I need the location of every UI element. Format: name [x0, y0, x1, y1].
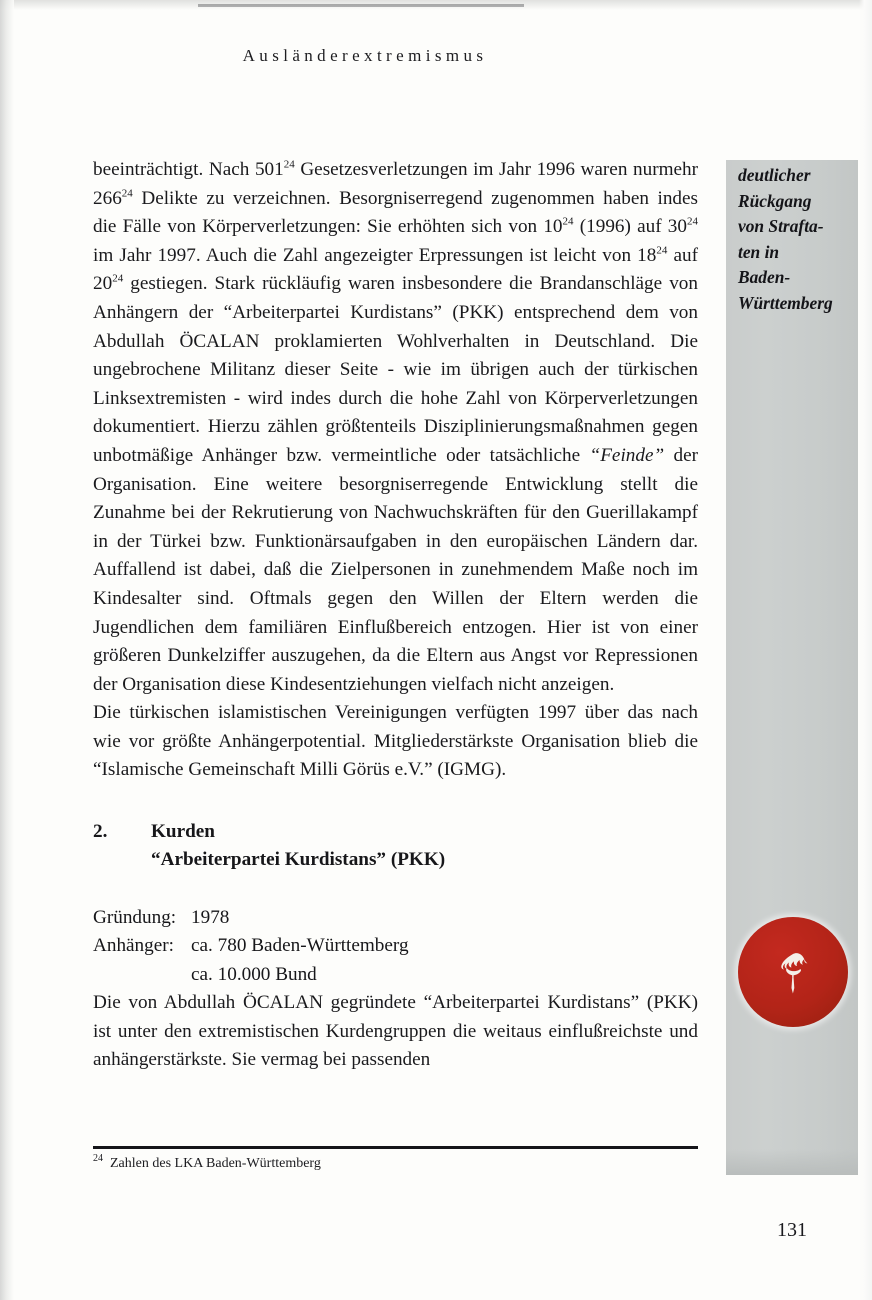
facts-row-supporters-2 — [93, 961, 698, 989]
margin-note-line: ten in — [738, 241, 780, 262]
footnote-marker: 24 — [283, 158, 295, 171]
founding-value: 1978 — [191, 907, 230, 929]
scan-edge-top — [0, 0, 872, 10]
supporters-value-2: ca. 10.000 Bund — [191, 963, 317, 985]
paragraph-1-segment-7: gestiegen. Stark rückläufig waren insbesondere die Brandanschläge von Anhängern der “Arbeiterpartei Kurdistans” (PKK) entsprechend dem von Abdullah ÖCALAN proklamierten Wohlverhalten in Deutschland. Die ungebrochene Militanz dieser Seite - wie im übrigen auch der türkischen Linksextremisten - wird indes durch die hohe Zahl von Körperverletzungen dokumentiert. Hierzu zählen größtenteils Disziplinierungsmaßnahmen gegen unbotmäßige Anhänger bzw. vermeintliche oder tatsächliche — [93, 273, 698, 466]
margin-note-line: Baden- — [738, 267, 791, 288]
scan-edge-left — [0, 0, 14, 1300]
margin-note-line: deutlicher — [738, 165, 811, 185]
footnote-area — [93, 1146, 698, 1173]
text-column — [93, 156, 698, 1075]
footnote-marker: 24 — [687, 215, 698, 228]
paragraph-1-segment-4: (1996) auf 30 — [573, 216, 687, 238]
founding-label: Gründung: — [93, 907, 177, 929]
header-title: Ausländerextremismus — [242, 46, 488, 65]
emphasis-feinde: “Feinde” — [589, 444, 665, 466]
section-number: 2. — [93, 821, 108, 843]
margin-note — [738, 163, 862, 317]
supporters-label: Anhänger: — [93, 935, 174, 957]
running-header — [0, 46, 730, 66]
footnote-text — [93, 1154, 698, 1173]
pkk-torch-emblem — [738, 917, 848, 1027]
footnote-marker: 24 — [112, 272, 124, 285]
footnote-number: 24 — [93, 1152, 103, 1164]
margin-note-line: von Strafta- — [738, 216, 824, 237]
paragraph-1-segment-5: im Jahr 1997. Auch die Zahl angezeigter Erpressungen ist leicht von 18 — [93, 244, 657, 266]
footnote-marker: 24 — [656, 244, 668, 257]
facts-row-founding — [93, 904, 698, 932]
paragraph-1-segment-3: Delikte zu verzeichnen. Besorgniserregend zugenommen haben indes die Fälle von Körperverletzungen: Sie erhöhten sich von 10 — [93, 187, 698, 238]
paragraph-1-segment-1: beeinträchtigt. Nach 501 — [93, 159, 284, 180]
page-number: 131 — [777, 1219, 807, 1241]
margin-note-line: Rückgang — [738, 190, 812, 211]
paragraph-1 — [93, 156, 698, 699]
paragraph-1-segment-8: der Organisation. Eine weitere besorgniserregende Entwicklung stellt die Zunahme bei der Rekrutierung von Nachwuchskräften für den Guerillakampf in der Türkei bzw. Funktionärsaufgaben in den europäischen Ländern dar. Auffallend ist dabei, daß die Zielpersonen in zunehmendem Maße noch im Kindesalter sind. Oftmals gegen den Willen der Eltern werden die Jugendlichen dem familiären Einflußbereich entzogen. Hier ist von einer größeren Dunkelziffer auszugehen, da die Eltern aus Angst vor Repressionen der Organisation diese Kindesentziehungen vielfach nicht anzeigen. — [93, 444, 699, 695]
paragraph-1-segment-2: Gesetzesverletzungen im Jahr 1996 waren nurmehr 266 — [93, 159, 699, 209]
facts-row-supporters — [93, 932, 698, 960]
footnote-rule — [93, 1146, 698, 1149]
footnote-marker: 24 — [121, 187, 133, 200]
footnote-label: Zahlen des LKA Baden-Württemberg — [110, 1155, 321, 1171]
torch-icon — [770, 946, 816, 996]
paragraph-1-segment-6: auf 20 — [93, 244, 698, 295]
margin-note-line: Württemberg — [738, 292, 833, 313]
section-title: Kurden — [151, 821, 215, 843]
section-subtitle: “Arbeiterpartei Kurdistans” (PKK) — [151, 849, 446, 871]
paragraph-2: Die türkischen islamistischen Vereinigungen verfügten 1997 über das nach wie vor größte Anhängerpotential. Mitgliederstärkste Organisation blieb die “Islamische Gemeinschaft Milli Görüs e.V.” (IGMG). — [93, 702, 698, 781]
facts-block — [93, 904, 698, 989]
paragraph-3: Die von Abdullah ÖCALAN gegründete “Arbeiterpartei Kurdistans” (PKK) ist unter den extremistischen Kurdengruppen die weitaus einflußreichste und anhängerstärkste. Sie vermag bei passenden — [93, 992, 698, 1071]
footnote-marker: 24 — [562, 215, 574, 228]
section-heading — [93, 818, 698, 874]
supporters-value-1: ca. 780 Baden-Württemberg — [191, 935, 409, 957]
